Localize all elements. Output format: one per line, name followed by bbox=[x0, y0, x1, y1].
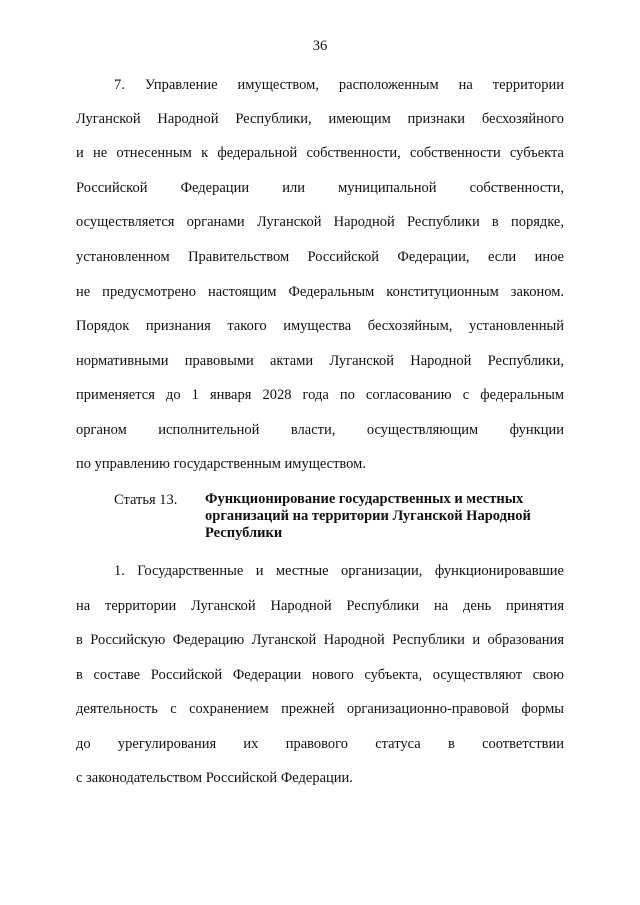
paragraph-line: по управлению государственным имуществом. bbox=[76, 456, 366, 472]
paragraph-line: Порядок признания такого имущества бесхозяйным, установленный bbox=[76, 318, 564, 334]
paragraph-line: с законодательством Российской Федерации. bbox=[76, 770, 353, 786]
paragraph-line: не предусмотрено настоящим Федеральным конституционным законом. bbox=[76, 284, 564, 300]
paragraph-line: 7. Управление имуществом, расположенным на территории bbox=[114, 77, 564, 93]
paragraph-line: в составе Российской Федерации нового субъекта, осуществляют свою bbox=[76, 667, 564, 683]
paragraph-line: Луганской Народной Республики, имеющим признаки бесхозяйного bbox=[76, 111, 564, 127]
paragraph-line: до урегулирования их правового статуса в соответствии bbox=[76, 736, 564, 752]
paragraph-line: применяется до 1 января 2028 года по согласованию с федеральным bbox=[76, 387, 564, 403]
article-title-line: Республики bbox=[205, 525, 283, 541]
article-title bbox=[205, 491, 565, 542]
paragraph-line: органом исполнительной власти, осуществляющим функции bbox=[76, 422, 564, 438]
paragraph-line: установленном Правительством Российской Федерации, если иное bbox=[76, 249, 564, 265]
paragraph-line: деятельность с сохранением прежней организационно-правовой формы bbox=[76, 701, 564, 717]
paragraph-line: Российской Федерации или муниципальной собственности, bbox=[76, 180, 564, 196]
paragraph-line: 1. Государственные и местные организации, функционировавшие bbox=[114, 563, 564, 579]
paragraph-line: осуществляется органами Луганской Народной Республики в порядке, bbox=[76, 214, 564, 230]
paragraph-line: в Российскую Федерацию Луганской Народной Республики и образования bbox=[76, 632, 564, 648]
paragraph-line: на территории Луганской Народной Республики на день принятия bbox=[76, 598, 564, 614]
paragraph-line: и не отнесенным к федеральной собственности, собственности субъекта bbox=[76, 145, 564, 161]
page-number: 36 bbox=[312, 38, 328, 54]
article-title-line: Функционирование государственных и местных bbox=[205, 491, 524, 507]
article-label: Статья 13. bbox=[114, 492, 178, 508]
paragraph-line: нормативными правовыми актами Луганской Народной Республики, bbox=[76, 353, 564, 369]
article-title-line: организаций на территории Луганской Народной bbox=[205, 508, 531, 524]
